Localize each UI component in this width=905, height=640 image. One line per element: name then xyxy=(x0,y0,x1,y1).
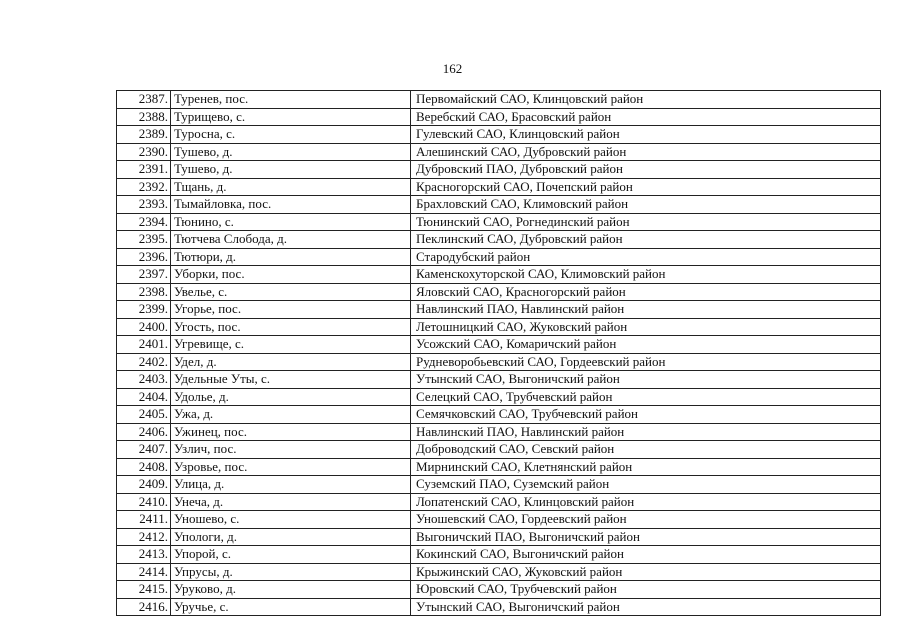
district-cell: Семячковский САО, Трубчевский район xyxy=(411,406,881,424)
settlement-name-cell: Тымайловка, пос. xyxy=(171,196,411,214)
settlement-name-cell: Туренев, пос. xyxy=(171,91,411,109)
settlements-table xyxy=(116,90,881,616)
district-cell: Суземский ПАО, Суземский район xyxy=(411,476,881,494)
district-cell: Навлинский ПАО, Навлинский район xyxy=(411,423,881,441)
table-row xyxy=(117,546,881,564)
row-number-cell: 2395. xyxy=(117,231,171,249)
row-number-cell: 2409. xyxy=(117,476,171,494)
row-number-cell: 2416. xyxy=(117,598,171,616)
settlement-name-cell: Удельные Уты, с. xyxy=(171,371,411,389)
table-row xyxy=(117,388,881,406)
table-row xyxy=(117,231,881,249)
row-number-cell: 2406. xyxy=(117,423,171,441)
row-number-cell: 2403. xyxy=(117,371,171,389)
district-cell: Доброводский САО, Севский район xyxy=(411,441,881,459)
table-row xyxy=(117,563,881,581)
row-number-cell: 2387. xyxy=(117,91,171,109)
settlement-name-cell: Удолье, д. xyxy=(171,388,411,406)
row-number-cell: 2399. xyxy=(117,301,171,319)
settlement-name-cell: Упологи, д. xyxy=(171,528,411,546)
district-cell: Тюнинский САО, Рогнединский район xyxy=(411,213,881,231)
row-number-cell: 2402. xyxy=(117,353,171,371)
table-row xyxy=(117,196,881,214)
settlement-name-cell: Тщань, д. xyxy=(171,178,411,196)
district-cell: Утынский САО, Выгоничский район xyxy=(411,371,881,389)
district-cell: Каменскохуторской САО, Климовский район xyxy=(411,266,881,284)
district-cell: Лопатенский САО, Клинцовский район xyxy=(411,493,881,511)
table-row xyxy=(117,266,881,284)
settlement-name-cell: Ужа, д. xyxy=(171,406,411,424)
district-cell: Рудневоробьевский САО, Гордеевский район xyxy=(411,353,881,371)
settlement-name-cell: Угость, пос. xyxy=(171,318,411,336)
district-cell: Яловский САО, Красногорский район xyxy=(411,283,881,301)
settlement-name-cell: Упрусы, д. xyxy=(171,563,411,581)
settlement-name-cell: Уруково, д. xyxy=(171,581,411,599)
settlement-name-cell: Уручье, с. xyxy=(171,598,411,616)
district-cell: Гулевский САО, Клинцовский район xyxy=(411,126,881,144)
table-row xyxy=(117,528,881,546)
district-cell: Стародубский район xyxy=(411,248,881,266)
settlement-name-cell: Ужинец, пос. xyxy=(171,423,411,441)
table-row xyxy=(117,406,881,424)
table-row xyxy=(117,598,881,616)
row-number-cell: 2393. xyxy=(117,196,171,214)
district-cell: Крыжинский САО, Жуковский район xyxy=(411,563,881,581)
settlement-name-cell: Узлич, пос. xyxy=(171,441,411,459)
district-cell: Юровский САО, Трубчевский район xyxy=(411,581,881,599)
row-number-cell: 2414. xyxy=(117,563,171,581)
settlement-name-cell: Увелье, с. xyxy=(171,283,411,301)
row-number-cell: 2401. xyxy=(117,336,171,354)
district-cell: Усожский САО, Комаричский район xyxy=(411,336,881,354)
table-row xyxy=(117,353,881,371)
settlement-name-cell: Удел, д. xyxy=(171,353,411,371)
settlement-name-cell: Тюнино, с. xyxy=(171,213,411,231)
settlement-name-cell: Тушево, д. xyxy=(171,161,411,179)
table-row xyxy=(117,301,881,319)
table-row xyxy=(117,476,881,494)
table-row xyxy=(117,336,881,354)
settlement-name-cell: Улица, д. xyxy=(171,476,411,494)
page-number: 162 xyxy=(442,61,463,76)
table-row xyxy=(117,143,881,161)
settlement-name-cell: Тютюри, д. xyxy=(171,248,411,266)
settlement-name-cell: Уборки, пос. xyxy=(171,266,411,284)
row-number-cell: 2408. xyxy=(117,458,171,476)
row-number-cell: 2411. xyxy=(117,511,171,529)
district-cell: Утынский САО, Выгоничский район xyxy=(411,598,881,616)
row-number-cell: 2413. xyxy=(117,546,171,564)
table-row xyxy=(117,441,881,459)
district-cell: Уношевский САО, Гордеевский район xyxy=(411,511,881,529)
settlement-name-cell: Тушево, д. xyxy=(171,143,411,161)
table-row xyxy=(117,248,881,266)
row-number-cell: 2391. xyxy=(117,161,171,179)
settlement-name-cell: Тютчева Слобода, д. xyxy=(171,231,411,249)
row-number-cell: 2390. xyxy=(117,143,171,161)
district-cell: Красногорский САО, Почепский район xyxy=(411,178,881,196)
table-row xyxy=(117,318,881,336)
district-cell: Кокинский САО, Выгоничский район xyxy=(411,546,881,564)
row-number-cell: 2394. xyxy=(117,213,171,231)
settlement-name-cell: Уношево, с. xyxy=(171,511,411,529)
district-cell: Алешинский САО, Дубровский район xyxy=(411,143,881,161)
row-number-cell: 2412. xyxy=(117,528,171,546)
district-cell: Пеклинский САО, Дубровский район xyxy=(411,231,881,249)
district-cell: Выгоничский ПАО, Выгоничский район xyxy=(411,528,881,546)
table-row xyxy=(117,581,881,599)
district-cell: Летошницкий САО, Жуковский район xyxy=(411,318,881,336)
row-number-cell: 2392. xyxy=(117,178,171,196)
district-cell: Веребский САО, Брасовский район xyxy=(411,108,881,126)
row-number-cell: 2407. xyxy=(117,441,171,459)
row-number-cell: 2404. xyxy=(117,388,171,406)
settlement-name-cell: Турищево, с. xyxy=(171,108,411,126)
district-cell: Первомайский САО, Клинцовский район xyxy=(411,91,881,109)
row-number-cell: 2396. xyxy=(117,248,171,266)
settlement-name-cell: Унеча, д. xyxy=(171,493,411,511)
table-row xyxy=(117,423,881,441)
table-body xyxy=(117,91,881,616)
table-row xyxy=(117,493,881,511)
settlement-name-cell: Упорой, с. xyxy=(171,546,411,564)
settlement-name-cell: Угорье, пос. xyxy=(171,301,411,319)
table-row xyxy=(117,161,881,179)
district-cell: Мирнинский САО, Клетнянский район xyxy=(411,458,881,476)
district-cell: Брахловский САО, Климовский район xyxy=(411,196,881,214)
district-cell: Дубровский ПАО, Дубровский район xyxy=(411,161,881,179)
row-number-cell: 2415. xyxy=(117,581,171,599)
district-cell: Навлинский ПАО, Навлинский район xyxy=(411,301,881,319)
settlement-name-cell: Угревище, с. xyxy=(171,336,411,354)
row-number-cell: 2400. xyxy=(117,318,171,336)
row-number-cell: 2389. xyxy=(117,126,171,144)
row-number-cell: 2397. xyxy=(117,266,171,284)
table-row xyxy=(117,91,881,109)
table-row xyxy=(117,283,881,301)
row-number-cell: 2398. xyxy=(117,283,171,301)
table-row xyxy=(117,511,881,529)
table-row xyxy=(117,213,881,231)
table-row xyxy=(117,126,881,144)
settlement-name-cell: Узровье, пос. xyxy=(171,458,411,476)
table-row xyxy=(117,458,881,476)
district-cell: Селецкий САО, Трубчевский район xyxy=(411,388,881,406)
row-number-cell: 2405. xyxy=(117,406,171,424)
settlement-name-cell: Туросна, с. xyxy=(171,126,411,144)
table-row xyxy=(117,371,881,389)
row-number-cell: 2388. xyxy=(117,108,171,126)
row-number-cell: 2410. xyxy=(117,493,171,511)
table-row xyxy=(117,178,881,196)
table-row xyxy=(117,108,881,126)
